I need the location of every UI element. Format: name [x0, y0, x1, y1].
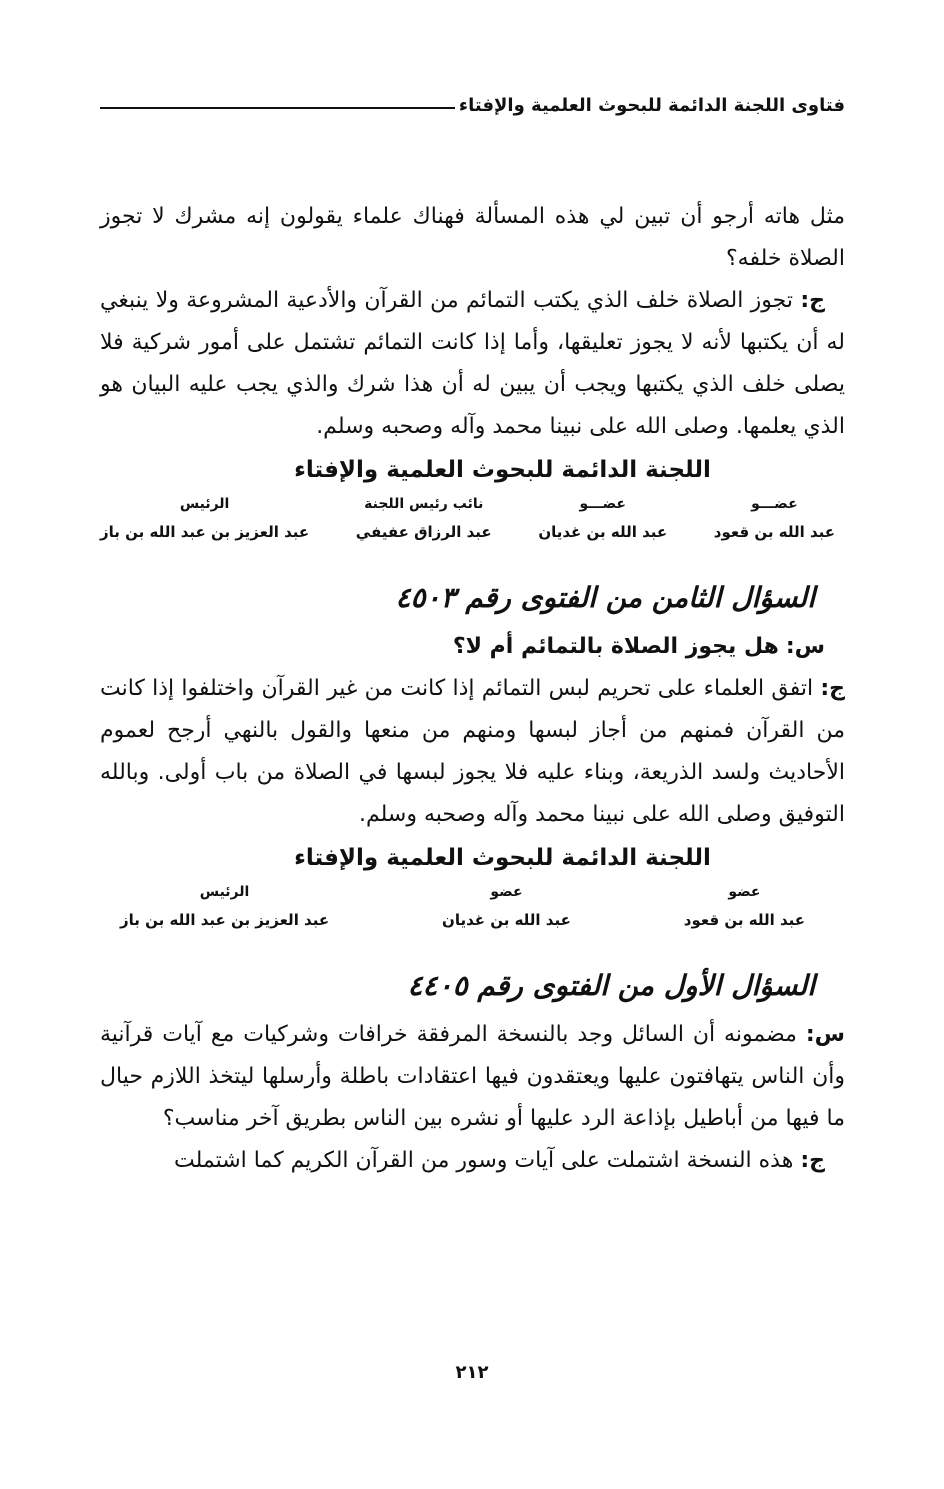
header-title: فتاوى اللجنة الدائمة للبحوث العلمية والإفتاء: [458, 95, 845, 116]
question-text: مضمونه أن السائل وجد بالنسخة المرفقة خرافات وشركيات مع آيات قرآنية وأن الناس يتهافتون عليها ويعتقدون فيها اعتقادات باطلة وأرسلها ليتخذ اللازم حيال ما فيها من أباطيل بإذاعة الرد عليها أو نشره بين الناس بطريق آخر مناسب؟: [100, 1022, 845, 1131]
question-continuation: مثل هاته أرجو أن تبين لي هذه المسألة فهناك علماء يقولون إنه مشرك لا تجوز الصلاة خلفه؟: [100, 204, 845, 271]
signatory: [538, 490, 667, 546]
signatory-role: عضو: [728, 884, 761, 900]
fatwa-question-title: السؤال الأول من الفتوى رقم ٤٤٠٥: [407, 969, 815, 1002]
header-rule: [100, 107, 455, 109]
committee-name: اللجنة الدائمة للبحوث العلمية والإفتاء: [294, 457, 711, 483]
signatory-role: عضو: [490, 884, 523, 900]
answer-paragraph: [100, 280, 845, 448]
signatory: [120, 878, 329, 934]
signatory-role: عضـــو: [751, 496, 798, 512]
question-text: هل يجوز الصلاة بالتمائم أم لا؟: [452, 634, 779, 659]
signatory-name: عبد الله بن غديان: [538, 523, 668, 541]
question-paragraph: [100, 1014, 845, 1140]
answer-label: ج:: [800, 1148, 825, 1173]
signatory-name: عبد الله بن قعود: [683, 911, 805, 929]
answer-text: هذه النسخة اشتملت على آيات وسور من القرآن الكريم كما اشتملت: [173, 1148, 794, 1173]
signatory-role: نائب رئيس اللجنة: [364, 496, 484, 512]
signatory-name: عبد العزيز بن عبد الله بن باز: [120, 911, 330, 929]
signatory-name: عبد الرزاق عفيفي: [355, 523, 492, 541]
answer-paragraph: [100, 668, 845, 836]
signatory-name: عبد الله بن غديان: [442, 911, 571, 929]
signatory: [442, 878, 571, 934]
signatures-row: [100, 490, 845, 546]
running-header: [100, 86, 845, 116]
fatwa-question-title: السؤال الثامن من الفتوى رقم ٤٥٠٣: [395, 581, 815, 614]
signatory: [684, 878, 805, 934]
signatory: [714, 490, 835, 546]
answer-label: ج:: [800, 288, 825, 313]
answer-paragraph: [100, 1140, 845, 1182]
question-label: س:: [805, 1022, 845, 1047]
answer-text: اتفق العلماء على تحريم لبس التمائم إذا كانت من غير القرآن واختلفوا إذا كانت من القرآن فمنهم من أجاز لبسها ومنهم من منعها والقول بالنهي أرجح لعموم الأحاديث ولسد الذريعة، وبناء عليه فلا يجوز لبسها في الصلاة من باب أولى. وبالله التوفيق وصلى الله على نبينا محمد وآله وصحبه وسلم.: [100, 676, 845, 827]
signatory-name: عبد العزيز بن عبد الله بن باز: [100, 523, 310, 541]
question-label: س:: [785, 634, 825, 659]
page-body: [100, 196, 845, 1182]
signatory: [356, 490, 492, 546]
signatures-row: [100, 878, 845, 934]
answer-label: ج:: [820, 676, 845, 701]
committee-name: اللجنة الدائمة للبحوث العلمية والإفتاء: [294, 845, 711, 871]
signatory: [100, 490, 309, 546]
question-paragraph: [100, 626, 845, 668]
signatory-role: عضـــو: [579, 496, 626, 512]
answer-text: تجوز الصلاة خلف الذي يكتب التمائم من القرآن والأدعية المشروعة ولا ينبغي له أن يكتبها لأنه لا يجوز تعليقها، وأما إذا كانت التمائم تشتمل على أمور شركية فلا يصلى خلف الذي يكتبها ويجب أن يبين له أن هذا شرك والذي يجب عليه البيان هو الذي يعلمها. وصلى الله على نبينا محمد وآله وصحبه وسلم.: [100, 288, 845, 439]
signatory-role: الرئيس: [179, 496, 230, 512]
page-number: ٢١٢: [455, 1362, 489, 1383]
signatory-role: الرئيس: [199, 884, 250, 900]
signatory-name: عبد الله بن قعود: [713, 523, 835, 541]
